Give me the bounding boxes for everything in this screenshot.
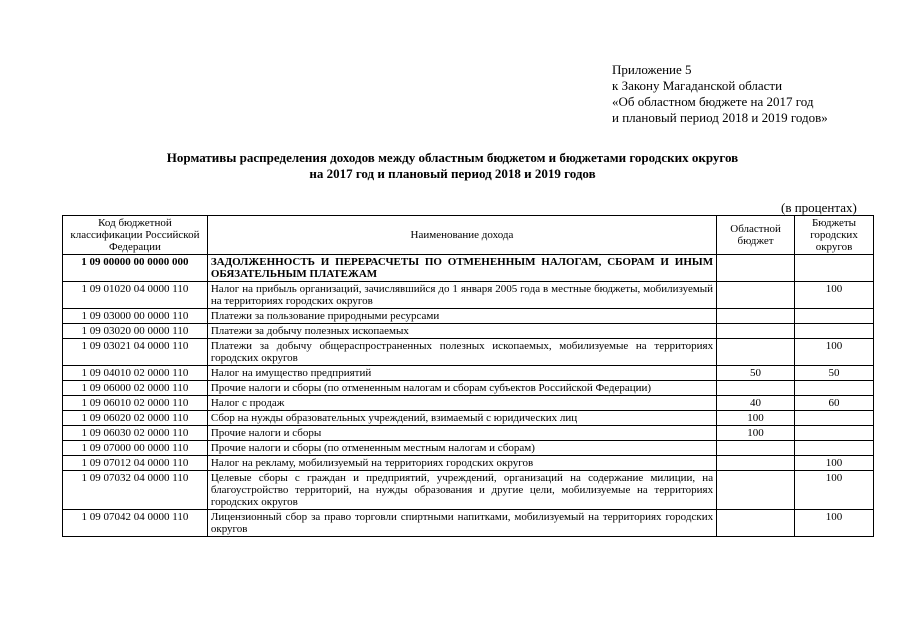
document-title <box>30 150 875 182</box>
cell-name: ЗАДОЛЖЕННОСТЬ И ПЕРЕРАСЧЕТЫ ПО ОТМЕНЕННЫМ НАЛОГАМ, СБОРАМ И ИНЫМ ОБЯЗАТЕЛЬНЫМ ПЛАТЕЖАМ <box>207 255 716 282</box>
table-body <box>63 255 874 537</box>
appendix-line: и плановый период 2018 и 2019 годов» <box>612 110 828 125</box>
cell-regional: 40 <box>717 396 795 411</box>
cell-regional <box>717 510 795 537</box>
cell-regional <box>717 324 795 339</box>
cell-city <box>795 324 874 339</box>
cell-name: Целевые сборы с граждан и предприятий, учреждений, организаций на содержание милиции, на благоустройство территорий, на нужды образования и другие цели, мобилизуемые на территориях городских округов <box>207 471 716 510</box>
cell-regional: 50 <box>717 366 795 381</box>
header-code: Код бюджетной классификации Российской Федерации <box>63 216 208 255</box>
cell-regional <box>717 309 795 324</box>
cell-regional <box>717 456 795 471</box>
cell-city <box>795 309 874 324</box>
document-title-line-1: Нормативы распределения доходов между областным бюджетом и бюджетами городских округов <box>166 150 739 165</box>
table-row <box>63 471 874 510</box>
table-row <box>63 366 874 381</box>
appendix-header <box>612 62 828 126</box>
cell-code: 1 09 06020 02 0000 110 <box>63 411 208 426</box>
cell-regional <box>717 441 795 456</box>
cell-name: Прочие налоги и сборы (по отмененным местным налогам и сборам) <box>207 441 716 456</box>
cell-regional <box>717 339 795 366</box>
cell-name: Лицензионный сбор за право торговли спиртными напитками, мобилизуемый на территориях городских округов <box>207 510 716 537</box>
table-row <box>63 456 874 471</box>
cell-city <box>795 441 874 456</box>
cell-name: Платежи за добычу общераспространенных полезных ископаемых, мобилизуемые на территориях городских округов <box>207 339 716 366</box>
norms-table <box>62 215 874 537</box>
cell-city: 100 <box>795 456 874 471</box>
cell-code: 1 09 07012 04 0000 110 <box>63 456 208 471</box>
cell-city: 50 <box>795 366 874 381</box>
cell-city: 100 <box>795 339 874 366</box>
cell-city: 60 <box>795 396 874 411</box>
units-note: (в процентах) <box>781 200 857 215</box>
cell-city <box>795 426 874 441</box>
cell-code: 1 09 06030 02 0000 110 <box>63 426 208 441</box>
cell-name: Налог на рекламу, мобилизуемый на территориях городских округов <box>207 456 716 471</box>
appendix-line: Приложение 5 <box>612 62 692 77</box>
cell-regional: 100 <box>717 411 795 426</box>
cell-name: Сбор на нужды образовательных учреждений, взимаемый с юридических лиц <box>207 411 716 426</box>
header-name: Наименование дохода <box>207 216 716 255</box>
table-row <box>63 396 874 411</box>
cell-code: 1 09 07042 04 0000 110 <box>63 510 208 537</box>
cell-city: 100 <box>795 471 874 510</box>
table-row <box>63 441 874 456</box>
cell-code: 1 09 03021 04 0000 110 <box>63 339 208 366</box>
cell-code: 1 09 07000 00 0000 110 <box>63 441 208 456</box>
header-regional: Областной бюджет <box>717 216 795 255</box>
cell-city: 100 <box>795 510 874 537</box>
cell-city: 100 <box>795 282 874 309</box>
cell-name: Налог на прибыль организаций, зачислявшийся до 1 января 2005 года в местные бюджеты, мобилизуемый на территориях городских округов <box>207 282 716 309</box>
cell-regional: 100 <box>717 426 795 441</box>
appendix-line: «Об областном бюджете на 2017 год <box>612 94 814 109</box>
cell-regional <box>717 282 795 309</box>
appendix-line: к Закону Магаданской области <box>612 78 783 93</box>
cell-city <box>795 255 874 282</box>
cell-regional <box>717 471 795 510</box>
cell-name: Прочие налоги и сборы (по отмененным налогам и сборам субъектов Российской Федерации) <box>207 381 716 396</box>
header-city: Бюджеты городских округов <box>795 216 874 255</box>
cell-code: 1 09 01020 04 0000 110 <box>63 282 208 309</box>
cell-name: Налог с продаж <box>207 396 716 411</box>
table-row <box>63 510 874 537</box>
cell-code: 1 09 06010 02 0000 110 <box>63 396 208 411</box>
document-title-line-2: на 2017 год и плановый период 2018 и 2019 годов <box>309 166 596 181</box>
cell-city <box>795 411 874 426</box>
table-row <box>63 309 874 324</box>
table-row <box>63 411 874 426</box>
table-row <box>63 381 874 396</box>
table-row <box>63 255 874 282</box>
cell-name: Прочие налоги и сборы <box>207 426 716 441</box>
cell-code: 1 09 04010 02 0000 110 <box>63 366 208 381</box>
cell-regional <box>717 255 795 282</box>
table-header-row <box>63 216 874 255</box>
table-row <box>63 282 874 309</box>
cell-code: 1 09 07032 04 0000 110 <box>63 471 208 510</box>
cell-code: 1 09 03000 00 0000 110 <box>63 309 208 324</box>
table-row <box>63 339 874 366</box>
cell-code: 1 09 06000 02 0000 110 <box>63 381 208 396</box>
table-row <box>63 426 874 441</box>
cell-regional <box>717 381 795 396</box>
cell-name: Платежи за пользование природными ресурсами <box>207 309 716 324</box>
cell-name: Налог на имущество предприятий <box>207 366 716 381</box>
cell-city <box>795 381 874 396</box>
cell-name: Платежи за добычу полезных ископаемых <box>207 324 716 339</box>
table-row <box>63 324 874 339</box>
cell-code: 1 09 03020 00 0000 110 <box>63 324 208 339</box>
cell-code: 1 09 00000 00 0000 000 <box>63 255 208 282</box>
